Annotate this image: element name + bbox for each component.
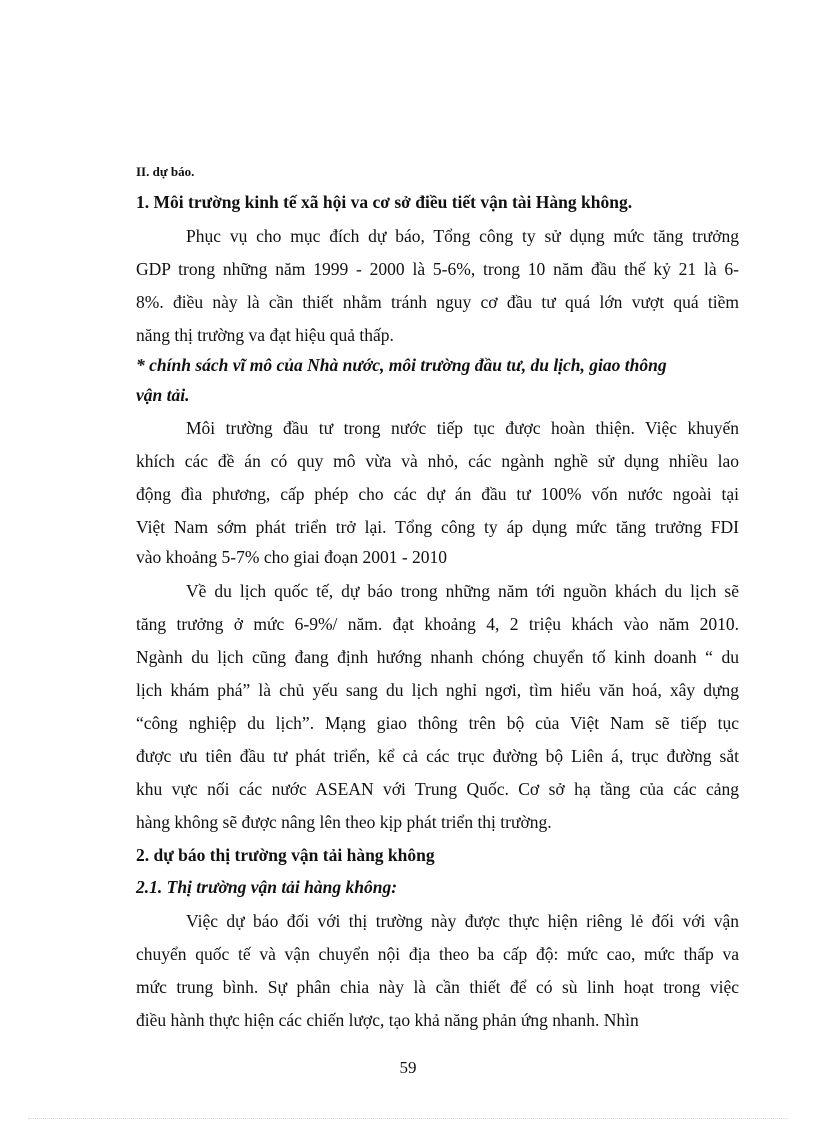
- paragraph-1-line-3: 8%. điều này là cần thiết nhằm tránh nguy cơ đầu tư quá lớn vượt quá tiềm: [136, 292, 739, 312]
- paragraph-1-line-4: năng thị trường va đạt hiệu quả thấp.: [136, 325, 394, 345]
- subheading-1-line-1: * chính sách vĩ mô của Nhà nước, môi trường đầu tư, du lịch, giao thông: [136, 355, 667, 375]
- paragraph-3-line-1: Về du lịch quốc tế, dự báo trong những năm tới nguồn khách du lịch sẽ: [186, 581, 739, 601]
- page-bottom-divider: [28, 1118, 788, 1119]
- paragraph-4-line-2: chuyển quốc tế và vận chuyển nội địa theo ba cấp độ: mức cao, mức thấp va: [136, 944, 739, 964]
- paragraph-2-line-4: Việt Nam sớm phát triển trở lại. Tổng công ty áp dụng mức tăng trưởng FDI: [136, 517, 739, 537]
- paragraph-3-line-6: được ưu tiên đầu tư phát triển, kể cả các trục đường bộ Liên á, trục đường sắt: [136, 746, 739, 766]
- paragraph-3-line-7: khu vực nối các nước ASEAN với Trung Quốc. Cơ sở hạ tầng của các cảng: [136, 779, 739, 799]
- paragraph-1-line-1: Phục vụ cho mục đích dự báo, Tổng công ty sử dụng mức tăng trưởng: [186, 226, 739, 246]
- paragraph-3-line-3: Ngành du lịch cũng đang định hướng nhanh chóng chuyển tố kinh doanh “ du: [136, 647, 739, 667]
- paragraph-3-line-5: “công nghiệp du lịch”. Mạng giao thông trên bộ của Việt Nam sẽ tiếp tục: [136, 713, 739, 733]
- paragraph-2-line-5: vào khoảng 5-7% cho giai đoạn 2001 - 2010: [136, 547, 448, 567]
- section-heading: II. dự báo.: [136, 164, 195, 179]
- paragraph-3-line-2: tăng trưởng ở mức 6-9%/ năm. đạt khoảng 4, 2 triệu khách vào năm 2010.: [136, 614, 739, 634]
- heading-2: 2. dự báo thị trường vận tải hàng không: [136, 845, 435, 865]
- paragraph-2-line-3: động đìa phương, cấp phép cho các dự án đầu tư 100% vốn nước ngoài tại: [136, 484, 739, 504]
- paragraph-4-line-3: mức trung bình. Sự phân chia này là cần thiết để có sù linh hoạt trong việc: [136, 977, 739, 997]
- paragraph-2-line-2: khích các đề án có quy mô vừa và nhỏ, các ngành nghề sử dụng nhiều lao: [136, 451, 739, 471]
- paragraph-2-line-1: Môi trường đầu tư trong nước tiếp tục được hoàn thiện. Việc khuyến: [186, 418, 739, 438]
- paragraph-1-line-2: GDP trong những năm 1999 - 2000 là 5-6%, trong 10 năm đầu thế kỷ 21 là 6-: [136, 259, 739, 279]
- subheading-2: 2.1. Thị trường vận tải hàng không:: [136, 877, 398, 897]
- heading-1: 1. Môi trường kinh tế xã hội va cơ sở điều tiết vận tài Hàng không.: [136, 192, 633, 212]
- paragraph-4-line-1: Việc dự báo đối với thị trường này được thực hiện riêng lẻ đối với vận: [186, 911, 739, 931]
- page-number: 59: [399, 1058, 417, 1077]
- subheading-1-line-2: vận tải.: [136, 385, 190, 405]
- paragraph-4-line-4: điều hành thực hiện các chiến lược, tạo khả năng phản ứng nhanh. Nhìn: [136, 1010, 639, 1030]
- paragraph-3-line-8: hàng không sẽ được nâng lên theo kịp phát triển thị trường.: [136, 812, 552, 832]
- paragraph-3-line-4: lịch khám phá” là chủ yếu sang du lịch nghỉ ngơi, tìm hiểu văn hoá, xây dựng: [136, 680, 739, 700]
